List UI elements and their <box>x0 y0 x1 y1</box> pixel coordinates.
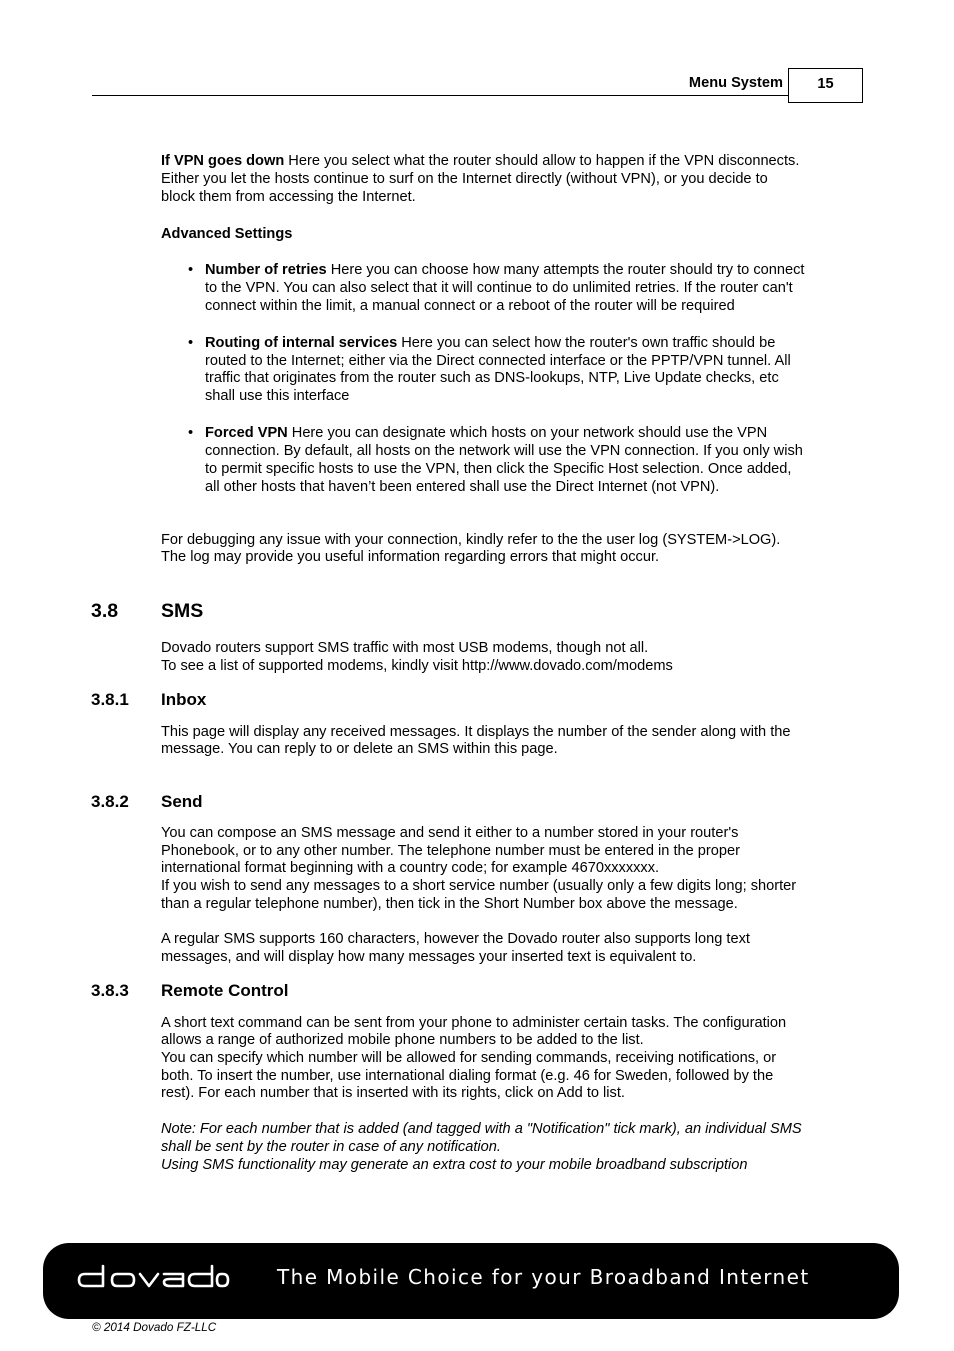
subsection-title: Send <box>161 792 203 811</box>
forced-text: Here you can designate which hosts on your network should use the VPN <box>287 425 768 441</box>
retries-label: Number of retries <box>205 262 327 278</box>
vpn-down-line2: Either you let the hosts continue to surf on the Internet directly (without VPN), or you decide to <box>161 171 768 187</box>
vpn-down-paragraph <box>161 153 799 171</box>
inbox-line1: This page will display any received messages. It displays the number of the sender along with the <box>161 724 791 740</box>
bullet-forced: • <box>188 425 194 441</box>
sms-intro-line1: Dovado routers support SMS traffic with most USB modems, though not all. <box>161 640 649 656</box>
sms-intro-line2: To see a list of supported modems, kindly visit http://www.dovado.com/modems <box>161 658 673 674</box>
subsection-remote-heading <box>91 981 289 1001</box>
send-line6: A regular SMS supports 160 characters, however the Dovado router also supports long text <box>161 931 750 947</box>
send-line3: international format beginning with a country code; for example 4670xxxxxxx. <box>161 860 660 876</box>
remote-note1: Note: For each number that is added (and tagged with a "Notification" tick mark), an individual SMS <box>161 1121 802 1137</box>
send-line1: You can compose an SMS message and send it either to a number stored in your router's <box>161 825 739 841</box>
subsection-number: 3.8.3 <box>91 981 129 1000</box>
advanced-settings-heading: Advanced Settings <box>161 226 293 242</box>
remote-line1: A short text command can be sent from your phone to administer certain tasks. The configuration <box>161 1015 787 1031</box>
footer-tagline: The Mobile Choice for your Broadband Internet <box>277 1265 810 1289</box>
debug-line1: For debugging any issue with your connection, kindly refer to the the user log (SYSTEM->LOG). <box>161 532 781 548</box>
send-line7: messages, and will display how many messages your inserted text is equivalent to. <box>161 949 697 965</box>
remote-note3: Using SMS functionality may generate an extra cost to your mobile broadband subscription <box>161 1157 748 1173</box>
header-rule <box>92 95 788 96</box>
bullet-routing: • <box>188 335 194 351</box>
forced-line4: all other hosts that haven’t been entered shall use the Direct Internet (not VPN). <box>205 479 720 495</box>
send-line4: If you wish to send any messages to a short service number (usually only a few digits long; shorter <box>161 878 797 894</box>
bullet-retries: • <box>188 262 194 278</box>
forced-line2: connection. By default, all hosts on the network will use the VPN connection. If you only wish <box>205 443 803 459</box>
remote-line5: rest). For each number that is inserted with its rights, click on Add to list. <box>161 1085 625 1101</box>
routing-text: Here you can select how the router's own traffic should be <box>397 335 776 351</box>
routing-line4: shall use this interface <box>205 388 350 404</box>
vpn-down-text: Here you select what the router should allow to happen if the VPN disconnects. <box>284 153 800 169</box>
remote-note2: shall be sent by the router in case of any notification. <box>161 1139 501 1155</box>
routing-line3: traffic that originates from the router such as DNS-lookups, NTP, Live Update checks, etc <box>205 370 779 386</box>
subsection-number: 3.8.2 <box>91 792 129 811</box>
routing-label: Routing of internal services <box>205 335 398 351</box>
routing-line2: routed to the Internet; either via the Direct connected interface or the PPTP/VPN tunnel. All <box>205 353 791 369</box>
debug-line2: The log may provide you useful information regarding errors that might occur. <box>161 549 660 565</box>
routing-line1 <box>205 335 775 353</box>
page-number: 15 <box>788 68 863 103</box>
subsection-inbox-heading <box>91 690 206 710</box>
remote-line4: both. To insert the number, use international dialing format (e.g. 46 for Sweden, followed by the <box>161 1068 774 1084</box>
subsection-number: 3.8.1 <box>91 690 129 709</box>
subsection-send-heading <box>91 792 203 812</box>
retries-line3: connect within the limit, a manual connect or a reboot of the router will be required <box>205 298 735 314</box>
retries-text: Here you can choose how many attempts the router should try to connect <box>326 262 805 278</box>
section-number: 3.8 <box>91 600 119 622</box>
vpn-down-line3: block them from accessing the Internet. <box>161 189 416 205</box>
section-title: SMS <box>161 600 204 622</box>
remote-line3: You can specify which number will be allowed for sending commands, receiving notifications, or <box>161 1050 777 1066</box>
send-line5: than a regular telephone number), then tick in the Short Number box above the message. <box>161 896 738 912</box>
subsection-title: Remote Control <box>161 981 289 1000</box>
subsection-title: Inbox <box>161 690 207 709</box>
retries-line1 <box>205 262 804 280</box>
forced-label: Forced VPN <box>205 425 288 441</box>
send-line2: Phonebook, or to any other number. The telephone number must be entered in the proper <box>161 843 740 859</box>
dovado-logo <box>77 1262 231 1297</box>
retries-line2: to the VPN. You can also select that it will continue to do unlimited retries. If the router can't <box>205 280 793 296</box>
inbox-line2: message. You can reply to or delete an SMS within this page. <box>161 741 558 757</box>
forced-line3: to permit specific hosts to use the VPN, then click the Specific Host selection. Once added, <box>205 461 792 477</box>
header-title: Menu System <box>688 75 783 91</box>
section-sms-heading <box>91 600 203 623</box>
forced-line1 <box>205 425 767 443</box>
vpn-down-label: If VPN goes down <box>161 153 285 169</box>
copyright-text: © 2014 Dovado FZ-LLC <box>92 1321 217 1334</box>
remote-line2: allows a range of authorized mobile phone numbers to be added to the list. <box>161 1032 644 1048</box>
